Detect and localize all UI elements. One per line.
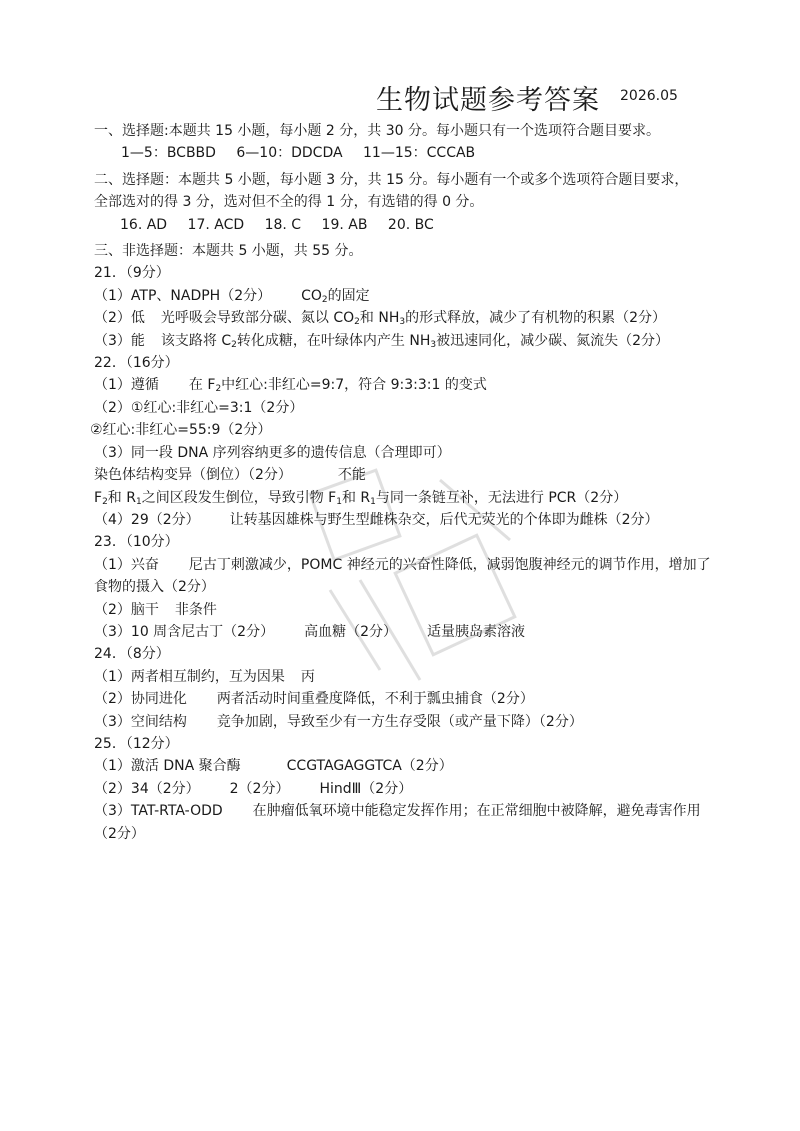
answer-text: 2（2分） [229,780,290,797]
answer-text: 和 R [107,489,136,506]
answer-text: （1）遵循 [94,377,159,394]
answer-text: 之间区段发生倒位，导致引物 F [141,489,337,506]
answer-text: （3）10 周含尼古丁（2分） [94,623,275,640]
answer-text: CO [301,287,322,304]
answer-text: HindⅢ（2分） [319,780,413,797]
answer-text: （1）兴奋 [94,556,159,573]
answer-text: 丙 [300,668,315,685]
answer-text: 不能 [337,467,366,484]
q23-part1 [94,554,714,599]
answer-text: CCGTAGAGGTCA（2分） [286,758,453,775]
answer-text: （1）ATP、NADPH（2分） [94,287,272,304]
answer-text: 尼古丁刺激减少，POMC 神经元的兴奋性降低，减弱饱腹神经元的调节作用，增加了食物的摄入（2分） [94,556,711,596]
answer-text: 竞争加剧，导致至少有一方生存受限（或产量下降）（2分） [216,713,583,730]
q21-part3 [94,330,714,352]
q23-heading: 23．（10分） [94,534,179,551]
section3-heading: 三、非选择题：本题共 5 小题，共 55 分。 [94,243,363,260]
q25-part2 [94,778,714,800]
answer-text: （1）两者相互制约，互为因果 [94,668,285,685]
q22-heading: 22．（16分） [94,355,179,372]
answer-group: 11—15：CCCAB [363,145,476,162]
section2-answers [94,214,714,236]
q24-heading: 24．（8分） [94,646,170,663]
answer-text: （2）34（2分） [94,780,200,797]
answer-text: 的形式释放，减少了有机物的积累（2分） [405,310,666,327]
answer-text: （3）TAT-RTA-ODD [94,803,223,820]
page-title: 生物试题参考答案 [376,85,600,116]
answer-text: 和 R [341,489,371,506]
answer-text: 让转基因雄株与野生型雌株杂交，后代无荧光的个体即为雌株（2分） [229,511,659,528]
q21-heading: 21．（9分） [94,265,170,282]
q22-part2a: （2）①红心:非红心=3:1（2分） [94,399,304,416]
subscript: 2 [354,317,360,328]
q25-part3 [94,800,714,845]
answer-text: （1）激活 DNA 聚合酶 [94,758,241,775]
answer-text: 两者活动时间重叠度降低，不利于瓢虫捕食（2分） [216,691,534,708]
answer-text: 的固定 [327,287,370,304]
q23-part3 [94,621,714,643]
q22-part3b [94,464,714,486]
answer-text: （3）能 [94,332,145,349]
answer-text: （3）空间结构 [94,713,187,730]
q24-part3 [94,711,714,733]
subscript: 2 [102,496,108,507]
q22-part2b: ②红心:非红心=55:9（2分） [90,422,272,439]
answer-body [90,120,714,845]
answer-text: 与同一条链互补，无法进行 PCR（2分） [375,489,628,506]
q21-part1 [94,285,714,307]
q24-part2 [94,688,714,710]
subscript: 1 [135,496,142,507]
answer-group: 6—10：DDCDA [236,145,343,162]
answer-text: 被迅速同化，减少碳、氮流失（2分） [436,332,669,349]
answer-text: 和 NH [359,310,400,327]
title-row [0,78,800,118]
section2-heading-line1: 二、选择题：本题共 5 小题，每小题 3 分，共 15 分。每小题有一个或多个选项符合题目要求， [94,171,689,188]
answer-text: 转化成糖，在叶绿体内产生 NH [236,332,431,349]
answer-item: 20. BC [387,216,434,233]
subscript: 1 [370,496,376,507]
answer-text: （2）低 [94,310,145,327]
answer-item: 19. AB [321,216,368,233]
subscript: 1 [336,496,342,507]
answer-text: 中红心:非红心=9:7，符合 9:3:3:1 的变式 [221,377,487,394]
q24-part1 [94,666,714,688]
q23-part2 [94,599,714,621]
subscript: 3 [430,339,437,350]
q22-part3c [94,487,714,509]
answer-text: （2）脑干 [94,601,159,618]
answer-text: 该支路将 C [160,332,232,349]
answer-text: 光呼吸会导致部分碳、氮以 CO [160,310,355,327]
q25-heading: 25．（12分） [94,735,179,752]
answer-item: 18. C [264,216,302,233]
exam-date: 2026.05 [620,88,678,104]
subscript: 2 [231,339,237,350]
answer-text: 非条件 [174,601,217,618]
q22-part3a: （3）同一段 DNA 序列容纳更多的遗传信息（合理即可） [94,444,451,461]
q21-part2 [94,307,714,329]
section1-answers [94,142,714,164]
answer-text: 高血糖（2分） [304,623,398,640]
answer-text: 染色体结构变异（倒位）（2分） [94,467,292,484]
answer-text: F [94,489,103,506]
answer-item: 16. AD [120,216,168,233]
answer-text: 适量胰岛素溶液 [427,623,526,640]
answer-text: 在肿瘤低氧环境中能稳定发挥作用；在正常细胞中被降解，避免毒害作用（2分） [94,803,701,842]
section1-heading: 一、选择题:本题共 15 小题，每小题 2 分，共 30 分。每小题只有一个选项符合题目要求。 [94,123,660,139]
q25-part1 [94,755,714,777]
subscript: 2 [215,384,222,395]
answer-text: （2）协同进化 [94,691,187,708]
subscript: 2 [321,294,328,305]
answer-group: 1—5：BCBBD [121,145,216,162]
q22-part4 [94,509,714,531]
subscript: 3 [399,317,406,328]
section2-heading-line2: 全部选对的得 3 分，选对但不全的得 1 分，有选错的得 0 分。 [94,194,484,211]
q22-part1 [94,374,714,396]
answer-text: 在 F [188,377,216,394]
answer-text: （4）29（2分） [94,511,200,528]
answer-item: 17. ACD [187,216,245,233]
